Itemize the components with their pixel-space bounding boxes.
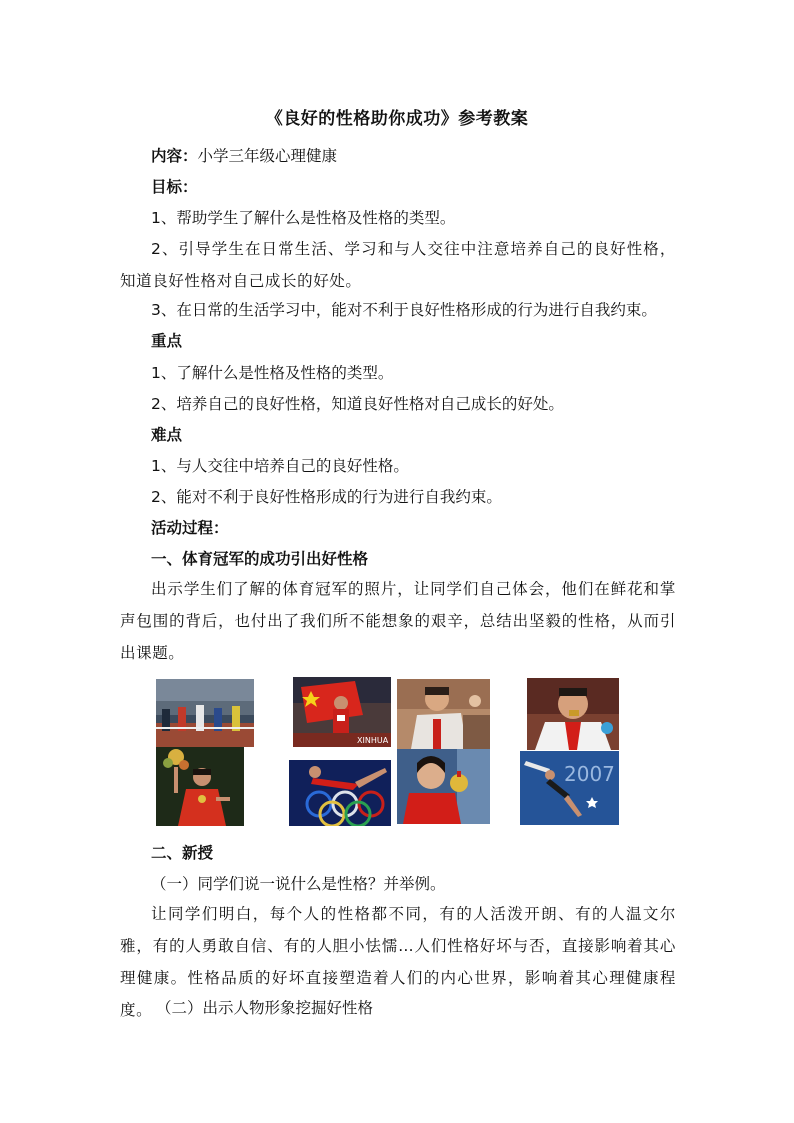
photo-table-tennis bbox=[397, 679, 490, 749]
photo-diver bbox=[520, 751, 619, 825]
section2-sub2: （二）出示人物形象挖掘好性格 bbox=[156, 999, 374, 1017]
process-heading: 活动过程： bbox=[151, 519, 229, 537]
photo-hurdles-race bbox=[156, 679, 254, 747]
photo-gold-medal-smile bbox=[397, 749, 490, 824]
key-point-1: 1、了解什么是性格及性格的类型。 bbox=[151, 364, 394, 382]
goal-item-3: 3、在日常的生活学习中，能对不利于良好性格形成的行为进行自我约束。 bbox=[151, 301, 657, 319]
key-heading: 重点 bbox=[151, 332, 183, 350]
goal-item-2: 2、引导学生在日常生活、学习和与人交往中注意培养自己的良好性格，知道良好性格对自己成长的好处。 bbox=[120, 240, 676, 290]
photo-gymnast-rings bbox=[289, 760, 391, 826]
difficult-point-1: 1、与人交往中培养自己的良好性格。 bbox=[151, 457, 409, 475]
section1-paragraph: 出示学生们了解的体育冠军的照片，让同学们自己体会，他们在鲜花和掌声包围的背后，也付出了我们所不能想象的艰辛，总结出坚毅的性格，从而引出课题。 bbox=[120, 580, 676, 662]
difficult-point-2: 2、能对不利于良好性格形成的行为进行自我约束。 bbox=[151, 488, 502, 506]
photo-watermark-xinhua: XINHUA bbox=[357, 736, 389, 745]
content-value: 小学三年级心理健康 bbox=[197, 147, 338, 165]
photo-champion-flag bbox=[293, 677, 391, 747]
goals-heading: 目标： bbox=[151, 178, 198, 196]
section2-heading: 二、新授 bbox=[151, 844, 214, 862]
difficult-heading: 难点 bbox=[151, 426, 183, 444]
goal-item-1: 1、帮助学生了解什么是性格及性格的类型。 bbox=[151, 209, 456, 227]
photo-badminton-medal bbox=[527, 678, 619, 750]
photo-watermark-2007: 2007 bbox=[564, 762, 615, 786]
photo-flowers-medal bbox=[156, 747, 244, 826]
section2-paragraph: 让同学们明白，每个人的性格都不同，有的人活泼开朗、有的人温文尔雅，有的人勇敢自信、有的人胆小怯懦…人们性格好坏与否，直接影响着其心理健康。性格品质的好坏直接塑造着人们的内心世界，影响着其心理健康程度。 bbox=[120, 905, 676, 1019]
key-point-2: 2、培养自己的良好性格，知道良好性格对自己成长的好处。 bbox=[151, 395, 564, 413]
section1-heading: 一、体育冠军的成功引出好性格 bbox=[151, 550, 369, 568]
content-label: 内容： bbox=[151, 147, 198, 165]
document-title: 《良好的性格助你成功》参考教案 bbox=[265, 109, 529, 129]
content-line bbox=[151, 145, 337, 167]
section2-sub1: （一）同学们说一说什么是性格？并举例。 bbox=[151, 875, 446, 893]
